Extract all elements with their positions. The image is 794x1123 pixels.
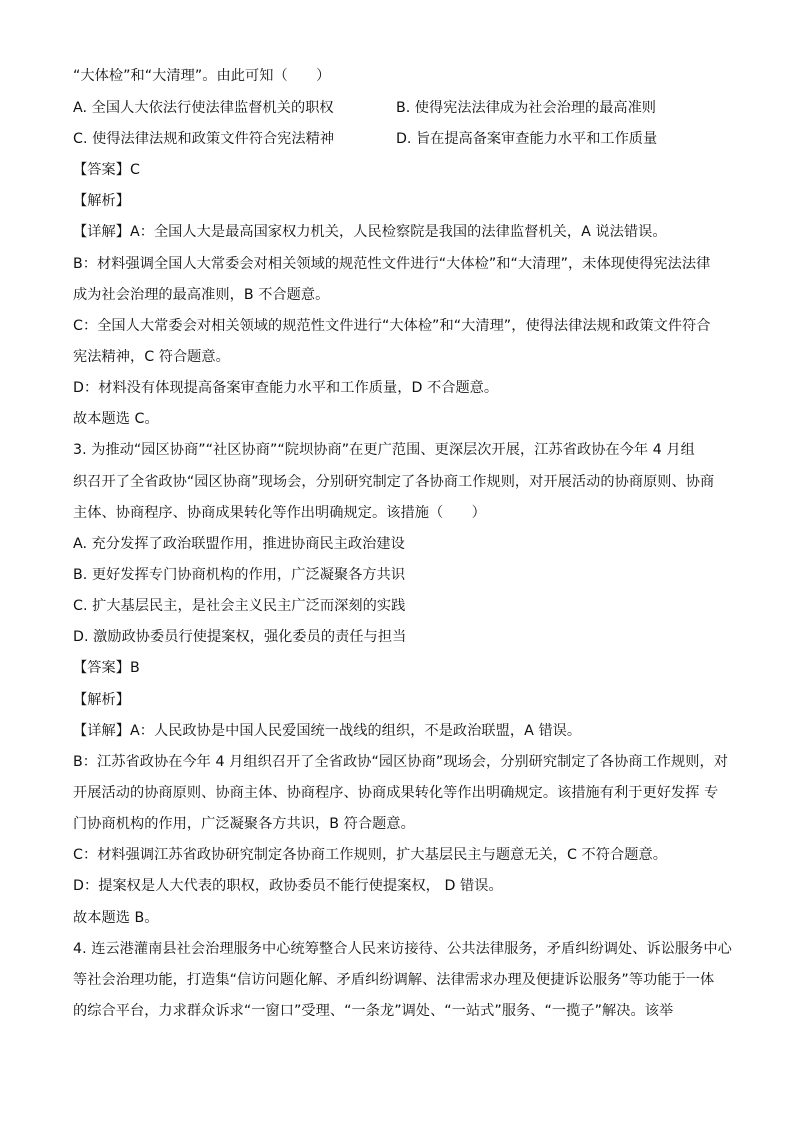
q3-detail-label: 【详解】 [73, 723, 130, 739]
q2-detail-a-text: A：全国人大是最高国家权力机关，人民检察院是我国的法律监督机关，A 说法错误。 [129, 224, 667, 240]
q2-detail-label: 【详解】 [73, 224, 130, 240]
q2-detail-a [73, 222, 723, 242]
q3-detail-b-line1: B：江苏省政协在今年 4 月组织召开了全省政协“园区协商”现场会，分别研究制定了各协商工作规则，对 [73, 754, 728, 770]
q3-answer-value: B [129, 660, 140, 676]
q4-stem-line2: 等社会治理功能，打造集“信访问题化解、矛盾纠纷调解、法律需求办理及便捷诉讼服务”等功能于一体 [73, 972, 715, 988]
q3-option-b: B. 更好发挥专门协商机构的作用，广泛凝聚各方共识 [73, 567, 406, 583]
q3-option-d: D. 激励政协委员行使提案权，强化委员的责任与担当 [73, 629, 407, 645]
q2-answer-label: 【答案】 [73, 162, 130, 178]
q2-answer-value: C [129, 162, 140, 178]
q2-option-d: D. 旨在提高备案审查能力水平和工作质量 [396, 131, 658, 147]
q2-answer [73, 160, 723, 180]
q3-stem-line1: 3. 为推动“园区协商”“社区协商”“院坝协商”在更广范围、更深层次开展，江苏省政协在今年 4 月组 [73, 442, 695, 458]
q4-stem-line3: 的综合平台，力求群众诉求“一窗口”受理、“一条龙”调处、“一站式”服务、“一揽子”解决。该举 [73, 1003, 674, 1019]
q3-detail-a [73, 721, 723, 741]
q2-analysis-label: 【解析】 [73, 193, 130, 209]
q3-stem-line2: 织召开了全省政协“园区协商”现场会，分别研究制定了各协商工作规则，对开展活动的协商原则、协商 [73, 474, 715, 490]
q2-detail-c-line1: C：全国人大常委会对相关领域的规范性文件进行“大体检”和“大清理”，使得法律法规和政策文件符合 [73, 318, 711, 334]
q3-stem-line3: 主体、协商程序、协商成果转化等作出明确规定。该措施（ ） [73, 505, 486, 521]
q2-conclusion: 故本题选 C。 [73, 411, 159, 427]
q3-answer [73, 658, 723, 678]
q3-detail-b-line2: 开展活动的协商原则、协商主体、协商程序、协商成果转化等作出明确规定。该措施有利于更好发挥 专 [73, 785, 719, 801]
q4-stem-line1: 4. 连云港灌南县社会治理服务中心统筹整合人民来访接待、公共法律服务，矛盾纠纷调处、诉讼服务中心 [73, 941, 732, 957]
q2-detail-d: D：材料没有体现提高备案审查能力水平和工作质量，D 不合题意。 [73, 380, 499, 396]
q2-detail-b-line1: B：材料强调全国人大常委会对相关领域的规范性文件进行“大体检”和“大清理”，未体现使得宪法法律 [73, 256, 711, 272]
q2-option-c: C. 使得法律法规和政策文件符合宪法精神 [73, 131, 335, 147]
q3-option-c: C. 扩大基层民主，是社会主义民主广泛而深刻的实践 [73, 598, 406, 614]
q2-option-a: A. 全国人大依法行使法律监督机关的职权 [73, 100, 334, 116]
q2-detail-b-line2: 成为社会治理的最高准则，B 不合题意。 [73, 287, 330, 303]
q3-detail-d: D：提案权是人大代表的职权，政协委员不能行使提案权， D 错误。 [73, 878, 503, 894]
q3-option-a: A. 充分发挥了政治联盟作用，推进协商民主政治建设 [73, 536, 405, 552]
q3-detail-b-line3: 门协商机构的作用，广泛凝聚各方共识，B 符合题意。 [73, 816, 415, 832]
q2-detail-c-line2: 宪法精神，C 符合题意。 [73, 349, 230, 365]
q3-detail-c: C：材料强调江苏省政协研究制定各协商工作规则，扩大基层民主与题意无关，C 不符合题意。 [73, 847, 667, 863]
q2-stem-tail: “大体检”和“大清理”。由此可知（ ） [73, 68, 331, 84]
q3-answer-label: 【答案】 [73, 660, 130, 676]
q2-option-b: B. 使得宪法法律成为社会治理的最高准则 [396, 100, 656, 116]
q3-detail-a-text: A：人民政协是中国人民爱国统一战线的组织，不是政治联盟，A 错误。 [129, 723, 582, 739]
q3-analysis-label: 【解析】 [73, 692, 130, 708]
q3-conclusion: 故本题选 B。 [73, 910, 159, 926]
